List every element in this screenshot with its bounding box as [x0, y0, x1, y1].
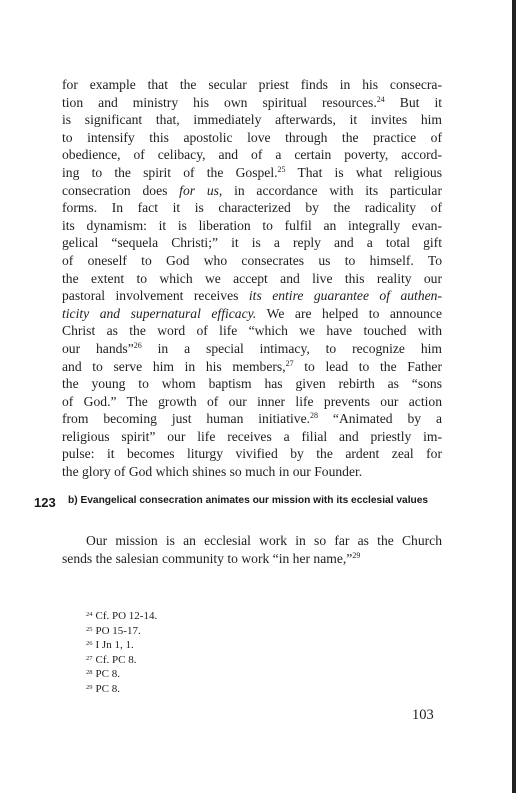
footnote-text: Cf. PC 8. — [95, 653, 137, 666]
text-line: the extent to which we accept and live this reality our — [62, 270, 442, 286]
emphasis: ticity and supernatural efficacy. — [62, 305, 257, 321]
footnote-ref: 26 — [133, 340, 142, 350]
text-line: ticity and supernatural efficacy. We are helped to announce — [62, 305, 442, 321]
footnote — [86, 609, 157, 624]
footnote-ref: 27 — [285, 358, 294, 368]
text-line: pastoral involvement receives its entire guarantee of authen- — [62, 288, 442, 304]
text-line: the young to whom baptism has given rebirth as “sons — [62, 376, 442, 392]
footnote-ref: 29 — [352, 550, 361, 560]
footnote-text: Cf. PO 12-14. — [95, 610, 158, 622]
footnote — [86, 682, 157, 697]
text-line: the glory of God which shines so much in our Founder. — [62, 464, 363, 480]
text-line: gelical “sequela Christi;” it is a reply and a total gift — [62, 235, 442, 251]
text-line: of God.” The growth of our inner life prevents our action — [62, 393, 442, 409]
footnote-text: PC 8. — [95, 682, 120, 695]
footnote-ref: 24 — [376, 94, 385, 104]
footnote-mark: 26 — [86, 640, 93, 647]
page-number: 103 — [412, 707, 434, 723]
footnote-mark: 28 — [86, 669, 93, 676]
footnote — [86, 667, 157, 682]
section-number: 123 — [34, 495, 56, 510]
footnote-ref: 25 — [277, 164, 286, 174]
text-line: Christ as the word of life “which we have touched with — [62, 323, 442, 339]
text-line: consecration does for us, in accordance with its particular — [62, 182, 442, 198]
text-line: Our mission is an ecclesial work in so far as the Church — [86, 533, 442, 548]
text-line: sends the salesian community to work “in her name,”$^{29}$ — [62, 550, 361, 566]
footnote-mark: 29 — [86, 683, 93, 691]
text-line: forms. In fact it is characterized by the radicality of — [62, 200, 442, 216]
text-line: to intensify this apostolic love through the practice of — [62, 129, 442, 145]
page-edge — [512, 0, 516, 793]
text-line: for example that the secular priest finds in his consecra- — [62, 77, 442, 92]
emphasis: its entire guarantee of authen- — [248, 288, 442, 304]
section-heading: b) Evangelical consecration animates our mission with its ecclesial values — [68, 495, 429, 506]
section-paragraph — [62, 532, 442, 567]
footnote — [86, 653, 157, 668]
footnote — [86, 638, 157, 653]
footnote-text: PO 15-17. — [95, 624, 141, 637]
footnote-mark: 27 — [86, 654, 93, 662]
text-line: obedience, of celibacy, and of a certain poverty, accord- — [62, 147, 442, 163]
text-line: from becoming just human initiative.$^{28}$ “Animated by a — [62, 411, 442, 427]
text-line: pulse: it becomes liturgy vivified by the ardent zeal for — [62, 446, 442, 462]
text-line: and to serve him in his members,$^{27}$ to lead to the Father — [62, 358, 442, 374]
footnote-text: I Jn 1, 1. — [95, 639, 134, 651]
footnote-text: PC 8. — [95, 668, 120, 680]
text-line: religious spirit” our life receives a filial and priestly im- — [62, 428, 442, 444]
text-line: its dynamism: it is liberation to fulfil an integrally evan- — [62, 217, 442, 233]
footnote-mark: 25 — [86, 625, 93, 633]
footnote-ref: 28 — [310, 411, 318, 421]
text-line: ing to the spirit of the Gospel.$^{25}$ That is what religious — [62, 164, 443, 180]
emphasis: for us — [179, 182, 219, 198]
footnotes — [86, 609, 157, 696]
text-line: our hands”$^{26}$ in a special intimacy, to recognize him — [62, 340, 442, 356]
text-line: is significant that, immediately afterwards, it invites him — [62, 112, 442, 128]
footnote-mark: 24 — [86, 611, 93, 618]
footnote — [86, 624, 157, 639]
text-line: of oneself to God who consecrates us to himself. To — [62, 252, 442, 268]
text-line: tion and ministry his own spiritual resources.$^{24}$ But it — [62, 94, 442, 110]
main-paragraph — [62, 76, 442, 481]
